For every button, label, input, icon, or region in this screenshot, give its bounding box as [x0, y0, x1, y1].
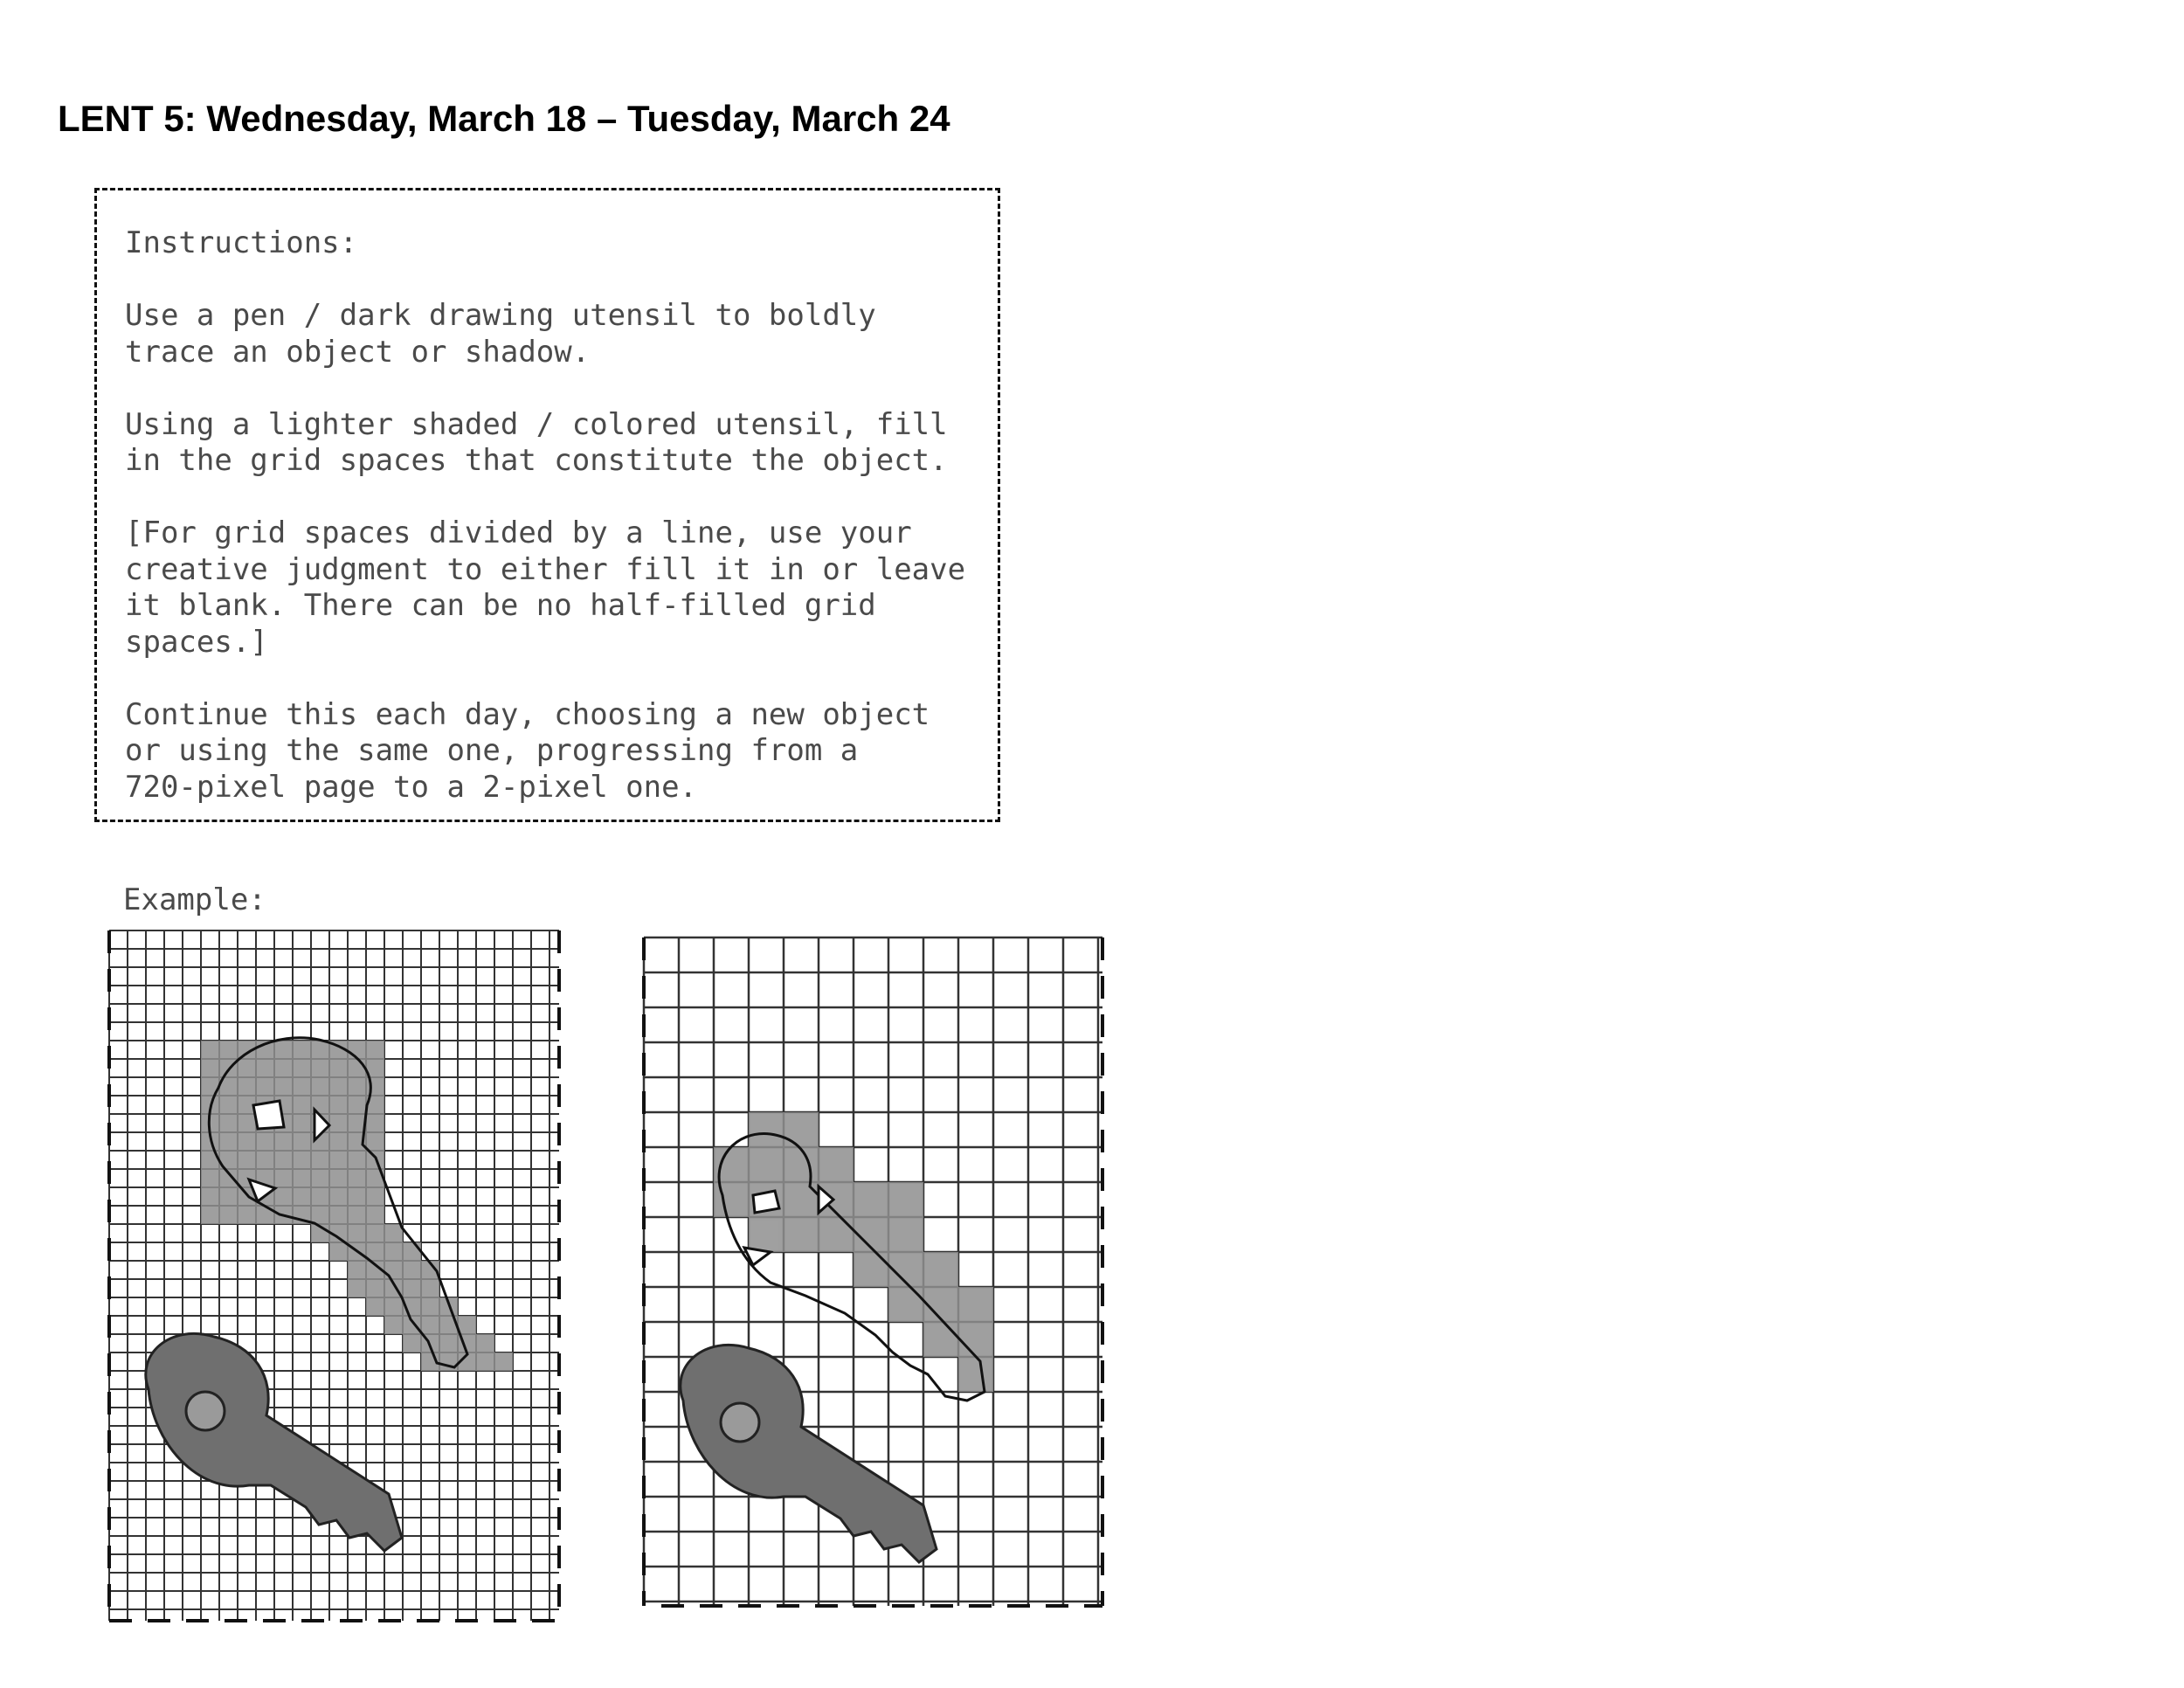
- instruction-paragraph: [For grid spaces divided by a line, use your creative judgment to either fill it in or leave it blank. There can be no half-filled grid spaces.]: [125, 515, 966, 660]
- filled-cell: [384, 1224, 403, 1242]
- filled-cell: [784, 1147, 819, 1182]
- filled-cell: [329, 1059, 348, 1077]
- filled-cell: [238, 1206, 256, 1224]
- filled-cell: [348, 1077, 366, 1096]
- filled-cell: [384, 1242, 403, 1261]
- filled-cell: [421, 1316, 439, 1334]
- filled-cell: [293, 1169, 311, 1187]
- filled-cell: [311, 1206, 329, 1224]
- filled-cell: [494, 1352, 513, 1371]
- filled-cell: [439, 1334, 458, 1352]
- filled-cell: [958, 1357, 993, 1392]
- filled-cell: [403, 1279, 421, 1297]
- key-hole: [253, 1101, 284, 1129]
- filled-cell: [784, 1217, 819, 1252]
- filled-cell: [854, 1182, 888, 1217]
- filled-cell: [348, 1224, 366, 1242]
- filled-cell: [888, 1182, 923, 1217]
- filled-cell: [311, 1169, 329, 1187]
- filled-cell: [219, 1096, 238, 1114]
- filled-cell: [348, 1279, 366, 1297]
- filled-cell: [384, 1297, 403, 1316]
- filled-cell: [274, 1041, 293, 1059]
- example-image-coarse-grid: [639, 924, 1111, 1625]
- filled-cell: [749, 1147, 784, 1182]
- filled-cell: [958, 1322, 993, 1357]
- filled-cell: [384, 1316, 403, 1334]
- filled-cell: [219, 1132, 238, 1151]
- filled-cell: [238, 1132, 256, 1151]
- filled-cell: [458, 1316, 476, 1334]
- filled-cell: [348, 1041, 366, 1059]
- filled-cell: [819, 1147, 854, 1182]
- filled-cell: [923, 1252, 958, 1287]
- filled-cell: [201, 1041, 219, 1059]
- filled-cell: [256, 1132, 274, 1151]
- filled-cell: [219, 1114, 238, 1132]
- filled-cell: [274, 1187, 293, 1206]
- filled-cell: [366, 1132, 384, 1151]
- filled-cell: [784, 1182, 819, 1217]
- filled-cell: [403, 1334, 421, 1352]
- filled-cell: [329, 1096, 348, 1114]
- page-title: LENT 5: Wednesday, March 18 – Tuesday, March 24: [58, 98, 950, 139]
- filled-cell: [293, 1114, 311, 1132]
- filled-cell: [366, 1114, 384, 1132]
- filled-cell: [348, 1187, 366, 1206]
- filled-cell: [329, 1169, 348, 1187]
- filled-cell: [329, 1242, 348, 1261]
- instruction-paragraph: Use a pen / dark drawing utensil to boldly trace an object or shadow.: [125, 298, 876, 370]
- filled-cell: [238, 1059, 256, 1077]
- filled-cell: [219, 1041, 238, 1059]
- filled-cell: [311, 1041, 329, 1059]
- filled-cell: [311, 1151, 329, 1169]
- filled-cell: [293, 1096, 311, 1114]
- filled-cell: [348, 1261, 366, 1279]
- example-image-fine-grid: [100, 926, 568, 1625]
- instruction-paragraph: Using a lighter shaded / colored utensil, fill in the grid spaces that constitute the object.: [125, 406, 948, 478]
- filled-cell: [888, 1217, 923, 1252]
- filled-cell: [329, 1206, 348, 1224]
- filled-cell: [293, 1132, 311, 1151]
- filled-cell: [274, 1059, 293, 1077]
- filled-cell: [348, 1096, 366, 1114]
- filled-cell: [293, 1151, 311, 1169]
- filled-cell: [854, 1252, 888, 1287]
- instruction-paragraph: Continue this each day, choosing a new object or using the same one, progressing from a 720-pixel page to a 2-pixel one.: [125, 696, 930, 805]
- filled-cell: [366, 1187, 384, 1206]
- filled-cell: [238, 1114, 256, 1132]
- filled-cell: [958, 1287, 993, 1322]
- filled-cell: [888, 1287, 923, 1322]
- filled-cell: [293, 1041, 311, 1059]
- filled-cell: [749, 1112, 784, 1147]
- filled-cell: [348, 1151, 366, 1169]
- filled-cell: [366, 1206, 384, 1224]
- filled-cell: [219, 1187, 238, 1206]
- filled-cell: [201, 1187, 219, 1206]
- filled-cell: [311, 1187, 329, 1206]
- filled-cell: [421, 1297, 439, 1316]
- filled-cell: [329, 1151, 348, 1169]
- filled-cell: [819, 1217, 854, 1252]
- filled-cell: [348, 1206, 366, 1224]
- filled-cell: [348, 1059, 366, 1077]
- filled-cell: [201, 1059, 219, 1077]
- filled-cell: [476, 1352, 494, 1371]
- filled-cell: [274, 1077, 293, 1096]
- filled-cell: [311, 1059, 329, 1077]
- filled-cell: [329, 1187, 348, 1206]
- filled-cell: [784, 1112, 819, 1147]
- instructions-heading: Instructions:: [125, 225, 358, 260]
- filled-cell: [403, 1316, 421, 1334]
- key-hole: [753, 1191, 779, 1213]
- filled-cell: [256, 1077, 274, 1096]
- filled-cell: [293, 1059, 311, 1077]
- filled-cell: [366, 1041, 384, 1059]
- filled-cell: [384, 1261, 403, 1279]
- filled-cell: [476, 1334, 494, 1352]
- filled-cell: [329, 1077, 348, 1096]
- filled-cell: [238, 1077, 256, 1096]
- filled-cell: [403, 1242, 421, 1261]
- filled-cell: [923, 1322, 958, 1357]
- filled-cell: [421, 1279, 439, 1297]
- filled-cell: [238, 1151, 256, 1169]
- filled-cell: [201, 1169, 219, 1187]
- filled-cell: [293, 1077, 311, 1096]
- filled-cell: [256, 1059, 274, 1077]
- filled-cell: [366, 1297, 384, 1316]
- filled-cell: [274, 1151, 293, 1169]
- filled-cell: [329, 1114, 348, 1132]
- filled-cell: [348, 1169, 366, 1187]
- filled-cell: [274, 1169, 293, 1187]
- example-label: Example:: [123, 882, 266, 917]
- filled-cell: [293, 1187, 311, 1206]
- filled-cell: [329, 1132, 348, 1151]
- filled-cell: [366, 1224, 384, 1242]
- filled-cell: [749, 1217, 784, 1252]
- filled-cell: [219, 1206, 238, 1224]
- filled-cell: [403, 1261, 421, 1279]
- filled-cell: [274, 1132, 293, 1151]
- filled-cell: [366, 1279, 384, 1297]
- filled-cell: [311, 1077, 329, 1096]
- filled-cell: [256, 1151, 274, 1169]
- filled-cell: [201, 1206, 219, 1224]
- instructions-box: [94, 188, 1000, 822]
